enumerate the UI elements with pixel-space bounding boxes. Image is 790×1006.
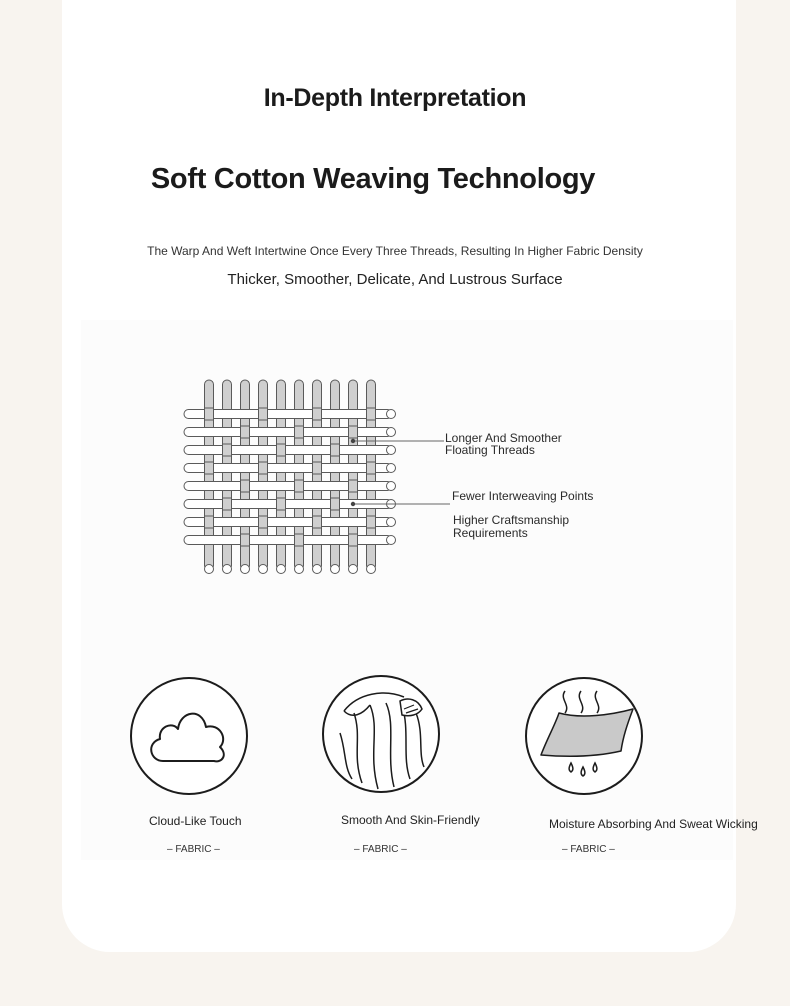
interlace-point xyxy=(241,534,250,546)
warp-thread-end xyxy=(241,565,250,574)
feature-label-skin-friendly: Smooth And Skin-Friendly xyxy=(341,813,480,827)
warp-thread-end xyxy=(277,565,286,574)
description-line-1: The Warp And Weft Intertwine Once Every Three Threads, Resulting In Higher Fabric Density xyxy=(147,244,643,258)
callout-leader-dot xyxy=(351,439,355,443)
interlace-point xyxy=(277,444,286,456)
warp-thread-end xyxy=(259,565,268,574)
interlace-point xyxy=(313,462,322,474)
section-kicker: In-Depth Interpretation xyxy=(263,84,527,112)
warp-thread-end xyxy=(223,565,232,574)
interlace-point xyxy=(367,516,376,528)
weft-thread-end xyxy=(387,428,396,437)
weft-thread xyxy=(184,446,392,455)
weft-thread xyxy=(184,536,392,545)
weft-thread xyxy=(184,464,392,473)
feature-label-moisture-wicking: Moisture Absorbing And Sweat Wicking xyxy=(549,817,758,831)
callout-floating-threads-line-2: Floating Threads xyxy=(445,443,535,457)
warp-thread-end xyxy=(367,565,376,574)
weft-thread-end xyxy=(387,482,396,491)
interlace-point xyxy=(205,408,214,420)
interlace-point xyxy=(349,480,358,492)
feature-tag-moisture-wicking: – FABRIC – xyxy=(562,844,615,855)
weft-thread-end xyxy=(387,464,396,473)
interlace-point xyxy=(367,408,376,420)
interlace-point xyxy=(295,480,304,492)
weft-thread-end xyxy=(387,518,396,527)
interlace-point xyxy=(313,516,322,528)
feature-label-cloud-touch: Cloud-Like Touch xyxy=(149,814,242,828)
cloud-icon xyxy=(130,677,250,797)
weft-thread xyxy=(184,410,392,419)
description-line-2: Thicker, Smoother, Delicate, And Lustrous Surface xyxy=(227,271,563,288)
interlace-point xyxy=(205,462,214,474)
warp-thread-end xyxy=(313,565,322,574)
weft-thread-end xyxy=(387,536,396,545)
interlace-point xyxy=(313,408,322,420)
warp-thread-end xyxy=(331,565,340,574)
callout-craftsmanship-line-2: Requirements xyxy=(453,526,528,540)
warp-thread-end xyxy=(205,565,214,574)
warp-thread-end xyxy=(349,565,358,574)
weft-thread xyxy=(184,482,392,491)
section-title: Soft Cotton Weaving Technology xyxy=(150,163,596,195)
interlace-point xyxy=(259,408,268,420)
interlace-point xyxy=(295,534,304,546)
weft-thread xyxy=(184,428,392,437)
weft-thread xyxy=(184,518,392,527)
interlace-point xyxy=(223,498,232,510)
interlace-point xyxy=(349,426,358,438)
weft-thread-end xyxy=(387,446,396,455)
interlace-point xyxy=(331,498,340,510)
moisture-wicking-icon xyxy=(525,677,645,797)
weft-thread-end xyxy=(387,410,396,419)
callout-craftsmanship xyxy=(453,514,569,540)
feature-tag-skin-friendly: – FABRIC – xyxy=(354,844,407,855)
interlace-point xyxy=(331,444,340,456)
interlace-point xyxy=(223,444,232,456)
interlace-point xyxy=(349,534,358,546)
interlace-point xyxy=(241,426,250,438)
callout-leader-dot xyxy=(351,502,355,506)
warp-thread-end xyxy=(295,565,304,574)
callout-floating-threads-line-1: Longer And Smoother xyxy=(445,431,562,445)
interlace-point xyxy=(367,462,376,474)
interlace-point xyxy=(295,426,304,438)
feature-tag-cloud-touch: – FABRIC – xyxy=(167,844,220,855)
interlace-point xyxy=(205,516,214,528)
callout-craftsmanship-line-1: Higher Craftsmanship xyxy=(453,513,570,527)
interlace-point xyxy=(241,480,250,492)
interlace-point xyxy=(259,516,268,528)
callout-interweaving-points: Fewer Interweaving Points xyxy=(452,489,594,503)
interlace-point xyxy=(259,462,268,474)
interlace-point xyxy=(277,498,286,510)
callout-floating-threads xyxy=(445,432,562,456)
flowing-fabric-icon xyxy=(322,675,442,795)
